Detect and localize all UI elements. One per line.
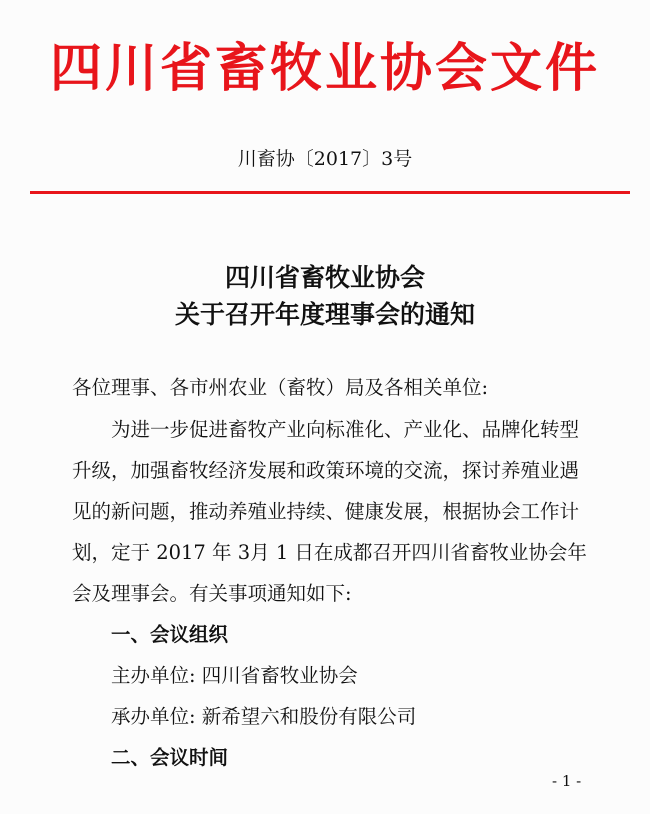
section-heading-organization: 一、会议组织	[72, 623, 229, 646]
paragraph-line: 见的新问题，推动养殖业持续、健康发展，根据协会工作计	[72, 500, 580, 523]
red-divider	[30, 191, 630, 194]
document-number: 川畜协〔2017〕3号	[237, 148, 413, 170]
organizer-unit: 承办单位: 新希望六和股份有限公司	[72, 705, 417, 728]
salutation: 各位理事、各市州农业（畜牧）局及各相关单位:	[72, 376, 489, 399]
host-unit: 主办单位: 四川省畜牧业协会	[72, 664, 358, 687]
notice-title-line2: 关于召开年度理事会的通知	[174, 300, 475, 329]
document-header-title: 四川省畜牧业协会文件	[49, 39, 600, 99]
paragraph-line: 划，定于 2017 年 3月 1 日在成都召开四川省畜牧业协会年	[72, 541, 587, 564]
section-heading-time: 二、会议时间	[72, 746, 229, 769]
paragraph-line: 为进一步促进畜牧产业向标准化、产业化、品牌化转型	[72, 418, 580, 441]
notice-title-line1: 四川省畜牧业协会	[224, 263, 425, 292]
page-number: - 1 -	[552, 772, 582, 790]
paragraph-line: 升级，加强畜牧经济发展和政策环境的交流，探讨养殖业遇	[72, 459, 580, 482]
paragraph-line: 会及理事会。有关事项通知如下:	[72, 582, 352, 605]
